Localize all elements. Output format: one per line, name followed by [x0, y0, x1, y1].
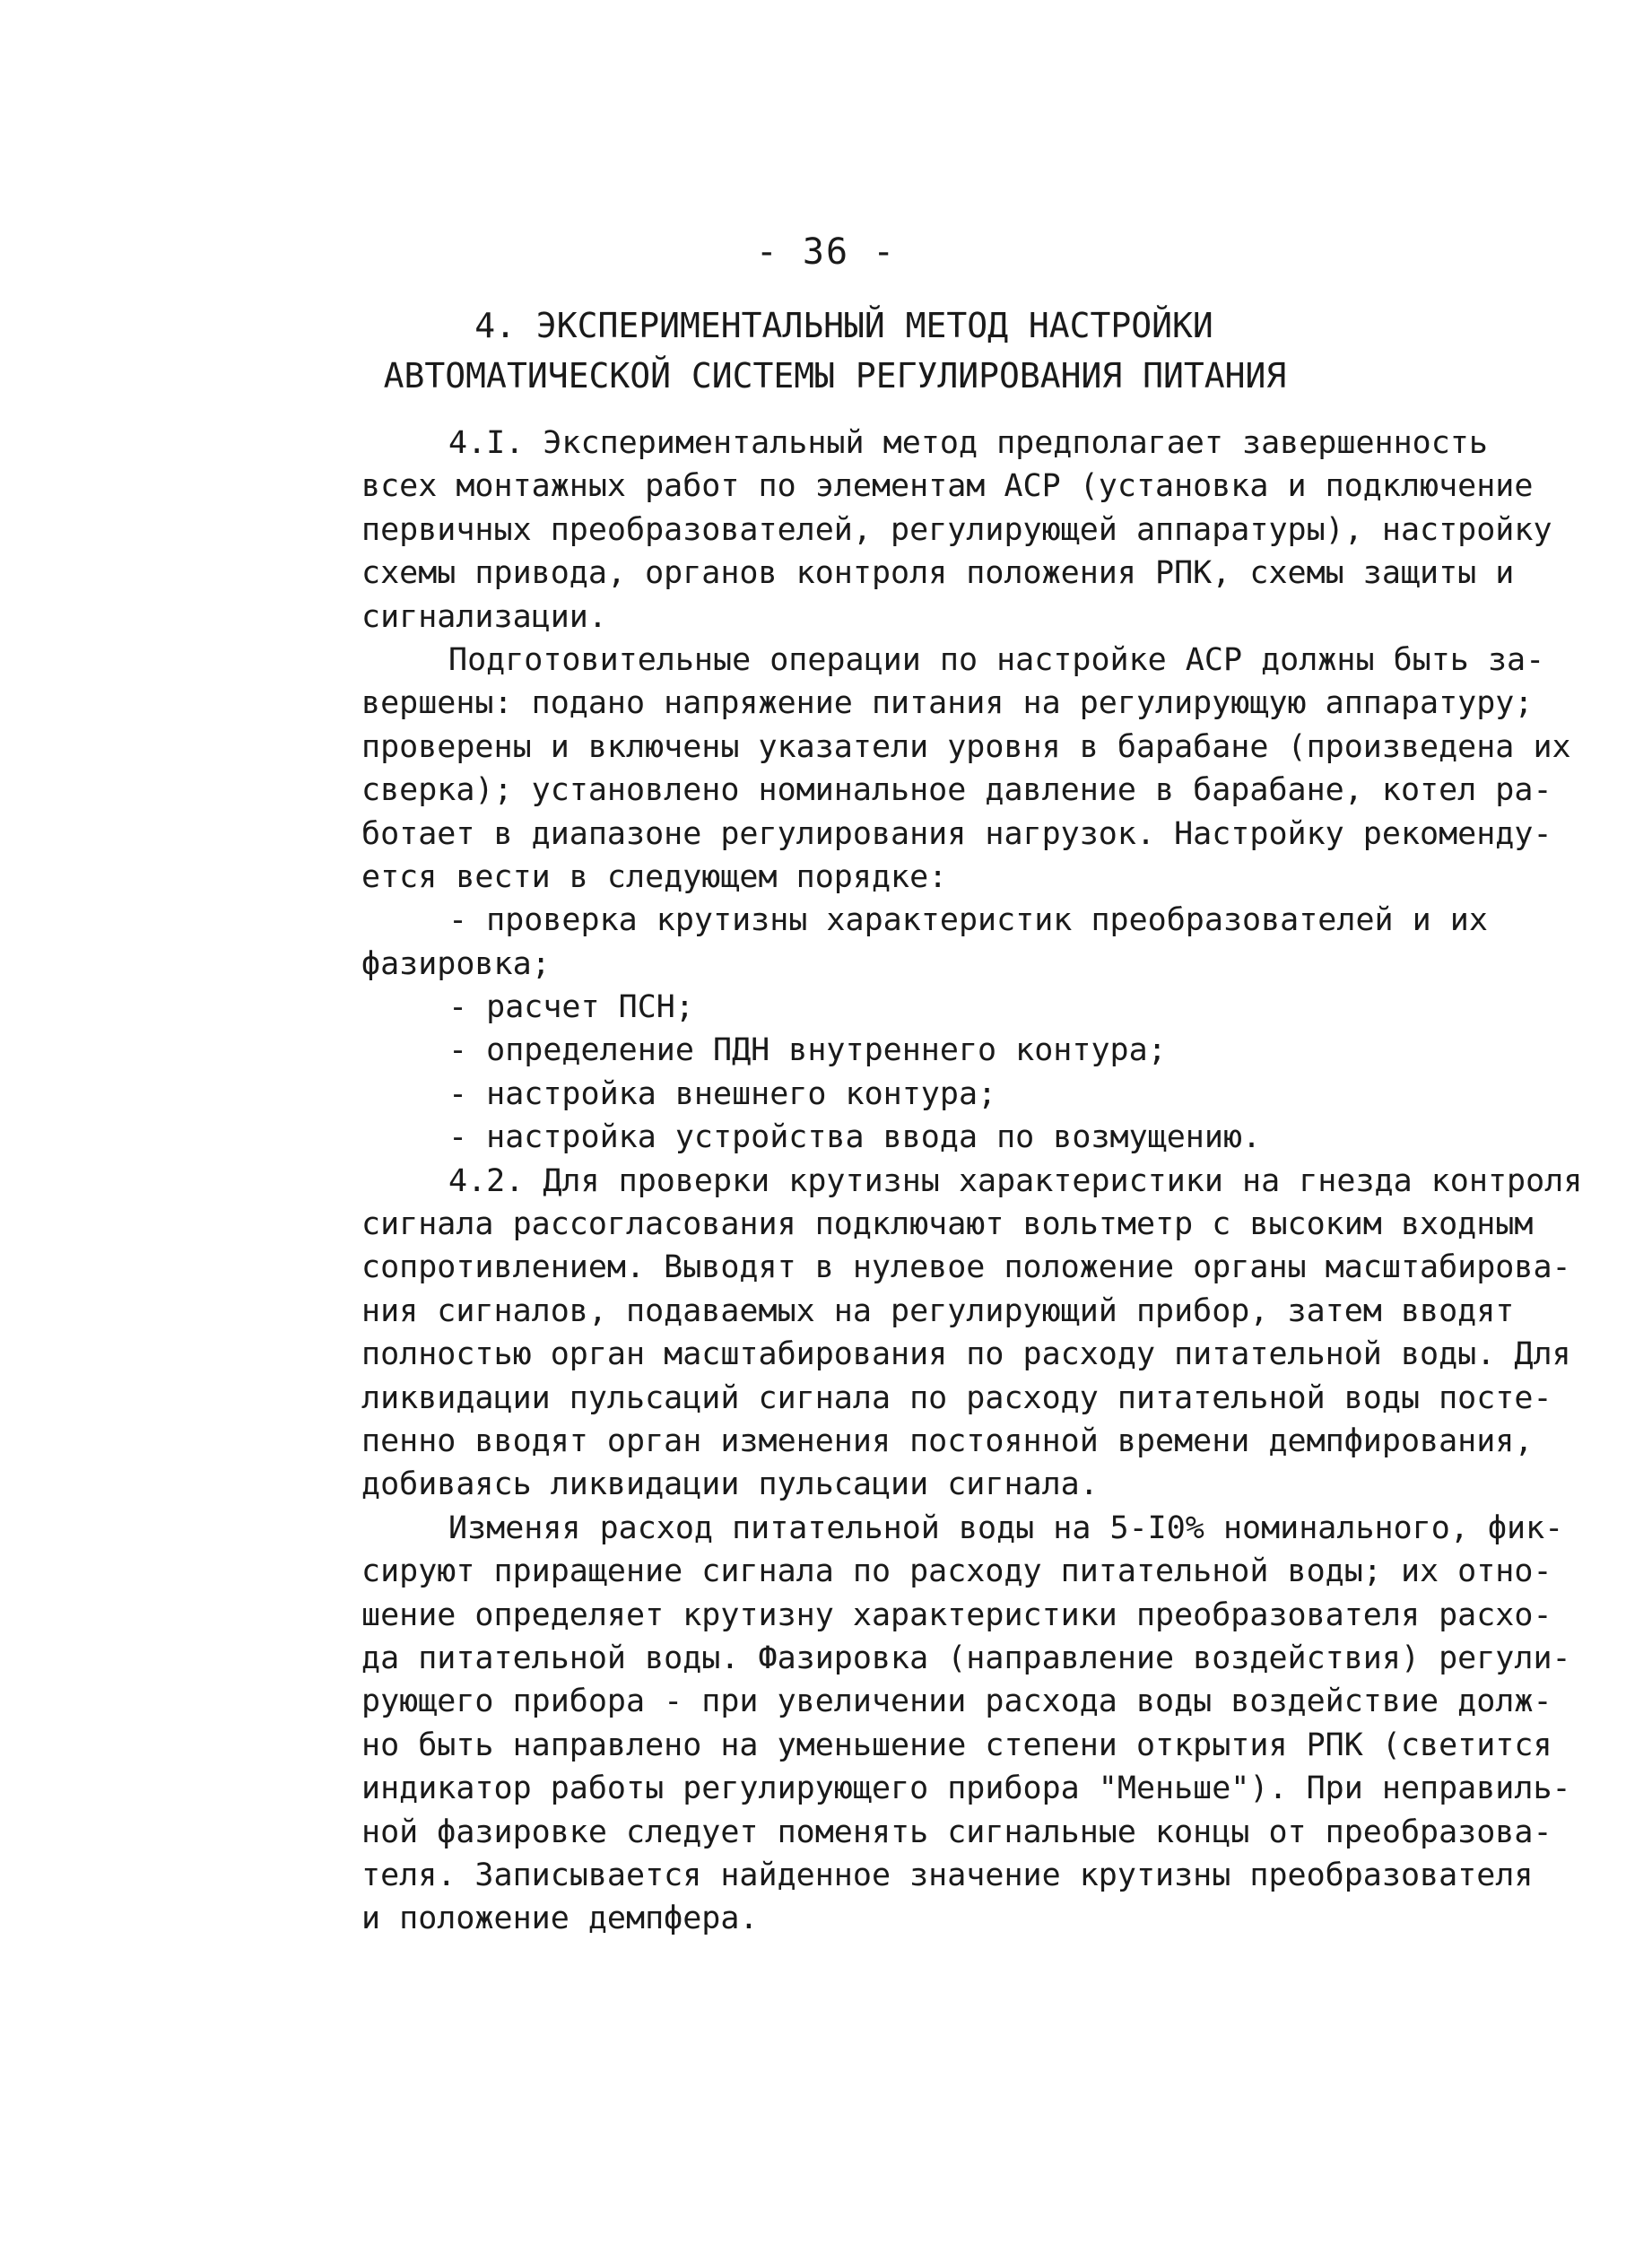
text-line: 4.2. Для проверки крутизны характеристики на гнезда контроля — [448, 1162, 1583, 1199]
list-item: - определение ПДН внутреннего контура; — [448, 1032, 1167, 1069]
text-line: шение определяет крутизну характеристики преобразователя расхо- — [361, 1596, 1552, 1633]
text-line: и положение демпфера. — [361, 1901, 759, 1937]
section-heading — [0, 300, 1652, 401]
section-heading-line-2: АВТОМАТИЧЕСКОЙ СИСТЕМЫ РЕГУЛИРОВАНИЯ ПИТАНИЯ — [383, 356, 1287, 396]
text-line: ния сигналов, подаваемых на регулирующий прибор, затем вводят — [361, 1292, 1515, 1329]
text-line: вершены: подано напряжение питания на регулирующую аппаратуру; — [361, 685, 1534, 722]
text-line: ной фазировке следует поменять сигнальные концы от преобразова- — [361, 1814, 1552, 1850]
text-line: сигнала рассогласования подключают вольтметр с высоким входным — [361, 1206, 1534, 1243]
text-line: первичных преобразователей, регулирующей аппаратуры), настройку — [361, 511, 1552, 548]
list-item: - настройка устройства ввода по возмущению. — [448, 1119, 1262, 1156]
text-line: сируют приращение сигнала по расходу питательной воды; их отно- — [361, 1553, 1552, 1590]
text-line: Подготовительные операции по настройке АСР должны быть за- — [448, 641, 1545, 678]
text-line: полностью орган масштабирования по расходу питательной воды. Для — [361, 1336, 1571, 1373]
text-line: добиваясь ликвидации пульсации сигнала. — [361, 1466, 1099, 1503]
text-line: ликвидации пульсаций сигнала по расходу питательной воды посте- — [361, 1379, 1552, 1416]
text-line: ботает в диапазоне регулирования нагрузок. Настройку рекоменду- — [361, 815, 1552, 852]
text-line: рующего прибора - при увеличении расхода воды воздействие долж- — [361, 1683, 1552, 1720]
page-number: - 36 - — [755, 231, 897, 273]
text-line: Изменяя расход питательной воды на 5-I0% номинального, фик- — [448, 1509, 1564, 1546]
text-line: да питательной воды. Фазировка (направление воздействия) регули- — [361, 1640, 1571, 1676]
text-line: проверены и включены указатели уровня в барабане (произведена их — [361, 728, 1571, 765]
section-heading-line-1: 4. ЭКСПЕРИМЕНТАЛЬНЫЙ МЕТОД НАСТРОЙКИ — [474, 306, 1213, 345]
body-text — [361, 422, 1583, 1941]
text-line: ется вести в следующем порядке: — [361, 858, 948, 895]
text-line: схемы привода, органов контроля положения РПК, схемы защиты и — [361, 555, 1515, 592]
list-item: - настройка внешнего контура; — [448, 1075, 997, 1112]
text-line: теля. Записывается найденное значение крутизны преобразователя — [361, 1857, 1534, 1893]
text-line: сверка); установлено номинальное давление в барабане, котел ра- — [361, 772, 1552, 809]
text-line: всех монтажных работ по элементам АСР (установка и подключение — [361, 468, 1534, 505]
list-item: - расчет ПСН; — [448, 989, 694, 1026]
text-line: сигнализации. — [361, 598, 607, 635]
list-item-continuation: фазировка; — [361, 945, 551, 982]
text-line: сопротивлением. Выводят в нулевое положение органы масштабирова- — [361, 1249, 1571, 1286]
text-line: индикатор работы регулирующего прибора "Меньше"). При неправиль- — [361, 1770, 1571, 1807]
text-line: 4.I. Экспериментальный метод предполагает завершенность — [448, 425, 1488, 461]
text-line: но быть направлено на уменьшение степени открытия РПК (светится — [361, 1727, 1552, 1763]
list-item: - проверка крутизны характеристик преобразователей и их — [448, 902, 1488, 939]
text-line: пенно вводят орган изменения постоянной времени демпфирования, — [361, 1422, 1534, 1459]
